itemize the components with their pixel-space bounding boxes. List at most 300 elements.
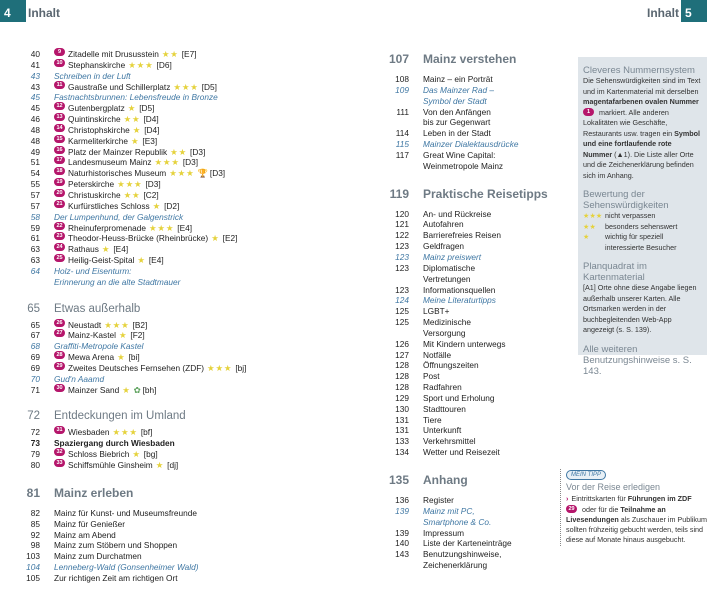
page-number: 140 <box>395 538 409 549</box>
entry-title: Karmeliterkirche <box>68 135 128 146</box>
my-tip-badge: MEIN TIPP <box>566 470 606 480</box>
entry-title: Mit Kindern unterwegs <box>423 338 506 349</box>
text: Eintrittskarten für <box>571 494 628 504</box>
page-number: 135 <box>388 473 409 487</box>
entry-title: Etwas außerhalb <box>54 302 141 315</box>
page-number: 61 <box>30 233 40 244</box>
page-number: 122 <box>395 230 409 241</box>
sight-number-badge: 33 <box>54 459 65 467</box>
toc-entry[interactable] <box>19 519 246 530</box>
page-number: 121 <box>395 219 409 230</box>
page-number <box>380 161 409 172</box>
page-number: 129 <box>395 392 409 403</box>
sight-number-badge: 16 <box>54 146 65 154</box>
rating-label: besonders sehenswert <box>605 221 678 231</box>
page-number: 134 <box>395 447 409 458</box>
toc-entry[interactable] <box>19 352 246 363</box>
toc-entry[interactable] <box>19 136 246 147</box>
star-rating-icon: ★ <box>101 244 111 255</box>
page-number: 125 <box>395 317 409 328</box>
toc-entry[interactable] <box>19 114 246 125</box>
star-rating-icon: ★ <box>132 124 142 135</box>
star-rating-icon: ★★ <box>123 114 141 125</box>
toc-entry[interactable] <box>19 60 246 71</box>
entry-title: Holz- und Eisenturm: <box>54 265 132 276</box>
toc-entry[interactable] <box>19 330 246 341</box>
toc-entry <box>380 295 548 306</box>
info-grid-text: [A1] Orte ohne diese Angabe liegen außerhalb unserer Karten. Alle Ortsmarken werden in der buchbegleitenden Web-App angezeigt (s. S. 139). <box>583 283 697 334</box>
nature-icon: ✿ <box>133 384 141 395</box>
section-heading <box>19 406 246 426</box>
page-number: 119 <box>389 186 409 201</box>
toc-entry[interactable] <box>380 560 548 571</box>
page-number: 54 <box>30 168 40 179</box>
map-grid-ref: [E4] <box>177 222 193 233</box>
entry-title: LGBT+ <box>423 306 450 317</box>
page-number: 46 <box>30 114 40 125</box>
star-rating-icon: ★★★ <box>154 157 180 168</box>
toc-entry[interactable] <box>19 201 246 212</box>
entry-title: Post <box>423 371 440 382</box>
page-number: 114 <box>395 128 409 139</box>
toc-right-column <box>380 48 548 571</box>
star-rating-icon: ★★★ <box>207 362 233 373</box>
map-grid-ref: [D5] <box>139 103 155 114</box>
toc-entry <box>19 374 246 385</box>
toc-entry[interactable] <box>19 255 246 266</box>
page-number <box>380 560 409 571</box>
spacer <box>380 458 548 469</box>
page-number: 115 <box>395 139 409 150</box>
toc-entry[interactable] <box>380 393 548 404</box>
entry-title: Schloss Biebrich <box>68 449 130 460</box>
spacer <box>19 288 246 299</box>
toc-entry[interactable] <box>19 427 246 438</box>
entry-title: Wetter und Reisezeit <box>423 447 500 458</box>
tip-title: Vor der Reise erledigen <box>566 482 661 492</box>
sight-number-badge: 19 <box>54 178 65 186</box>
page-number: 67 <box>30 330 40 341</box>
toc-entry[interactable] <box>19 320 246 331</box>
map-grid-ref: [D5] <box>201 81 217 92</box>
sight-number-badge: 29 <box>566 505 577 513</box>
page-number: 45 <box>30 103 40 114</box>
entry-title: Mainz für Genießer <box>54 518 126 529</box>
toc-entry[interactable] <box>19 244 246 255</box>
entry-title: Heilig-Geist-Spital <box>68 255 135 266</box>
toc-entry[interactable] <box>380 447 548 458</box>
entry-title: Leben in der Stadt <box>423 128 491 139</box>
page-number: 57 <box>30 189 40 200</box>
toc-entry[interactable] <box>380 107 548 118</box>
sight-number-badge: 28 <box>54 351 65 359</box>
text: oder für die <box>580 504 621 514</box>
toc-left-column <box>19 49 246 584</box>
entry-title: Vertretungen <box>423 273 471 284</box>
map-grid-ref: [D3] <box>182 157 199 168</box>
sight-number-badge: 10 <box>54 59 65 67</box>
entry-title: Zur richtigen Zeit am richtigen Ort <box>54 572 178 583</box>
sight-number-badge: 13 <box>54 113 65 121</box>
sight-number-badge: 25 <box>54 254 65 262</box>
star-rating-icon: ★★★ <box>169 168 195 179</box>
kids-icon: 🏆 <box>197 168 208 179</box>
page-number <box>380 117 409 128</box>
toc-entry[interactable] <box>380 538 548 549</box>
toc-entry[interactable] <box>380 404 548 415</box>
toc-entry[interactable] <box>380 495 548 506</box>
entry-title: Zeichenerklärung <box>423 560 488 571</box>
page-number: 58 <box>30 211 40 222</box>
toc-entry[interactable] <box>19 147 246 158</box>
page-number: 111 <box>396 106 409 117</box>
toc-entry[interactable] <box>380 74 548 85</box>
info-title-grid: Planquadrat im Kartenmaterial <box>583 261 647 283</box>
page-number: 133 <box>395 436 409 447</box>
page-number <box>380 274 409 285</box>
page-number: 57 <box>30 200 40 211</box>
toc-entry[interactable] <box>380 117 548 128</box>
toc-entry[interactable] <box>380 328 548 339</box>
entry-title: Informationsquellen <box>423 284 496 295</box>
entry-title: Platz der Mainzer Republik <box>68 146 168 157</box>
toc-entry <box>19 341 246 352</box>
toc-entry[interactable] <box>19 49 246 60</box>
entry-title: Quintinskirche <box>68 114 121 125</box>
toc-entry[interactable] <box>380 317 548 328</box>
page-number: 123 <box>395 262 409 273</box>
toc-entry[interactable] <box>380 274 548 285</box>
entry-title: Mainz zum Durchatmen <box>54 551 142 562</box>
star-rating-icon: ★ <box>152 200 162 211</box>
toc-entry[interactable] <box>380 415 548 426</box>
rating-legend <box>583 211 702 253</box>
sight-number-badge: 26 <box>54 319 65 327</box>
toc-entry[interactable] <box>380 360 548 371</box>
toc-entry[interactable] <box>19 168 246 179</box>
entry-title: Unterkunft <box>423 425 462 436</box>
entry-title: Christuskirche <box>68 189 121 200</box>
entry-title: bis zur Gegenwart <box>423 117 491 128</box>
entry-title: Benutzungshinweise, <box>423 549 502 560</box>
entry-title: Naturhistorisches Museum <box>68 168 167 179</box>
toc-entry <box>19 212 246 223</box>
toc-entry[interactable] <box>19 530 246 541</box>
entry-title: Wiesbaden <box>68 427 110 438</box>
page-number: 108 <box>395 74 409 84</box>
star-rating-icon: ★★ <box>161 49 179 59</box>
text: (▲1). Die Liste aller Orte und die Zeichenerklärung befinden sich im Anhang. <box>583 149 694 180</box>
page-number: 128 <box>395 382 409 393</box>
entry-title: Mainz zum Stöbern und Shoppen <box>54 540 178 551</box>
page-number <box>19 277 40 288</box>
entry-title: Zitadelle mit Drususstein <box>68 49 159 59</box>
page-number: 120 <box>395 208 409 219</box>
sight-number-badge: 11 <box>54 81 65 89</box>
entry-title: Anhang <box>423 473 468 487</box>
toc-entry[interactable] <box>19 157 246 168</box>
entry-title: Diplomatische <box>423 262 476 273</box>
entry-title: Rathaus <box>68 244 99 255</box>
entry-title: Smartphone & Co. <box>423 516 492 527</box>
toc-entry[interactable] <box>19 190 246 201</box>
text-bold: magentafarbenen ovalen Nummer <box>583 97 699 106</box>
map-grid-ref: [C2] <box>143 189 159 200</box>
toc-entry[interactable] <box>380 263 548 274</box>
entry-title: Entdeckungen im Umland <box>54 410 186 423</box>
running-header-left: Inhalt <box>28 6 60 20</box>
star-rating-icon: ★ <box>118 330 128 341</box>
page-number: 79 <box>30 449 40 460</box>
entry-title: Mainz-Kastel <box>68 330 116 341</box>
entry-title: Notfälle <box>423 349 452 360</box>
entry-title: Gutenbergplatz <box>68 103 125 114</box>
entry-title: Graffiti-Metropole Kastel <box>54 341 144 352</box>
entry-title: Mainz am Abend <box>54 529 116 540</box>
page-number <box>380 96 409 107</box>
page-number: 128 <box>395 360 409 371</box>
star-rating-icon: ★★★ <box>117 179 143 190</box>
entry-title: Kurfürstliches Schloss <box>68 200 150 211</box>
info-title-rating: Bewertung der Sehenswürdigkeiten <box>583 189 669 211</box>
page-number: 143 <box>395 549 409 560</box>
toc-entry[interactable] <box>19 125 246 136</box>
sight-number-badge: 15 <box>54 135 65 143</box>
page-number: 41 <box>30 59 40 70</box>
entry-title: An- und Rückreise <box>423 208 492 219</box>
entry-title: Zweites Deutsches Fernsehen (ZDF) <box>68 362 205 373</box>
toc-entry <box>19 266 246 277</box>
entry-title: Geldfragen <box>423 241 465 252</box>
map-grid-ref: [B2] <box>132 319 148 330</box>
entry-title: Tiere <box>423 414 442 425</box>
page-number: 131 <box>395 414 409 425</box>
toc-entry[interactable] <box>19 363 246 374</box>
page-number: 123 <box>395 241 409 252</box>
map-grid-ref: [bf] <box>140 427 153 438</box>
map-grid-ref: [D3] <box>190 146 206 157</box>
map-grid-ref: [bi] <box>128 352 140 363</box>
chevron-right-icon: › <box>566 494 569 504</box>
entry-title: Medizinische <box>423 317 471 328</box>
toc-entry[interactable] <box>19 460 246 471</box>
star-rating-icon: ★ <box>132 449 141 460</box>
text: als Zuschauer im Publikum sollten frühzeitig gebucht werden, teils sind diese auf Monate hinaus ausgebucht. <box>566 514 707 545</box>
toc-entry[interactable] <box>19 540 246 551</box>
entry-title: Versorgung <box>423 327 466 338</box>
page-number: 48 <box>30 124 40 135</box>
entry-title: Praktische Reisetipps <box>423 186 548 201</box>
entry-title: Verkehrsmittel <box>423 436 476 447</box>
spacer <box>19 471 246 482</box>
toc-entry[interactable] <box>380 209 548 220</box>
page-number: 63 <box>30 244 40 255</box>
page-number: 117 <box>395 149 409 160</box>
entry-title: Impressum <box>423 527 465 538</box>
page-number: 68 <box>30 341 40 352</box>
page-number: 51 <box>30 157 40 168</box>
toc-entry[interactable] <box>19 82 246 93</box>
toc-entry[interactable] <box>380 219 548 230</box>
sight-number-badge: 20 <box>54 189 65 197</box>
entry-title: Stadttouren <box>423 403 466 414</box>
entry-title: Das Mainzer Rad – <box>423 84 495 95</box>
page-number: 63 <box>30 255 40 266</box>
page-number: 65 <box>30 319 40 330</box>
toc-entry <box>19 277 246 288</box>
map-grid-ref: [D2] <box>164 200 180 211</box>
star-icon: ★★★ <box>583 211 603 220</box>
sight-number-badge: 27 <box>54 329 65 337</box>
map-grid-ref: [bg] <box>143 449 158 460</box>
page-number: 125 <box>395 306 409 317</box>
page-number: 43 <box>30 70 40 81</box>
toc-entry[interactable] <box>19 508 246 519</box>
page-number: 81 <box>26 485 40 500</box>
entry-title: Mainzer Dialektausdrücke <box>423 139 519 150</box>
info-title-numbering: Cleveres Nummernsystem <box>583 65 695 76</box>
toc-entry[interactable] <box>19 385 246 396</box>
toc-entry[interactable] <box>380 528 548 539</box>
toc-entry[interactable] <box>380 382 548 393</box>
page-number: 82 <box>30 507 40 518</box>
entry-title: Schiffsmühle Ginsheim <box>68 460 153 470</box>
toc-entry[interactable] <box>380 549 548 560</box>
map-grid-ref: [E4] <box>113 244 129 255</box>
spacer <box>380 172 548 183</box>
toc-entry <box>19 71 246 82</box>
page-number: 130 <box>395 403 409 414</box>
entry-title: Mainz preiswert <box>423 251 482 262</box>
page-number: 55 <box>30 179 40 190</box>
toc-entry <box>380 139 548 150</box>
entry-title: Erinnerung an die alte Stadtmauer <box>54 276 181 287</box>
page-number: 49 <box>30 146 40 157</box>
toc-entry[interactable] <box>19 179 246 190</box>
entry-title: Symbol der Stadt <box>423 95 487 106</box>
text-bold: Symbol und eine fortlaufende rote Nummer <box>583 128 701 159</box>
page-number: 73 <box>30 438 40 449</box>
star-rating-icon: ★★★ <box>104 319 130 330</box>
toc-entry[interactable] <box>380 285 548 296</box>
toc-entry[interactable] <box>380 306 548 317</box>
toc-entry <box>380 517 548 528</box>
toc-entry[interactable] <box>19 223 246 234</box>
toc-entry[interactable] <box>380 230 548 241</box>
map-grid-ref: [D3] <box>209 168 226 179</box>
entry-title: Mainz mit PC, <box>423 505 475 516</box>
entry-title: Öffnungszeiten <box>423 360 479 371</box>
entry-title: Autofahren <box>423 219 464 230</box>
page-number: 70 <box>30 373 40 384</box>
toc-entry <box>380 252 548 263</box>
toc-entry[interactable] <box>19 233 246 244</box>
toc-entry[interactable] <box>380 371 548 382</box>
sight-number-badge: 30 <box>54 384 65 392</box>
map-grid-ref: [E7] <box>181 49 197 59</box>
page-number: 123 <box>395 251 409 262</box>
page-number: 123 <box>395 284 409 295</box>
star-rating-icon: ★★★ <box>173 81 199 92</box>
toc-entry[interactable] <box>19 449 246 460</box>
star-rating-icon: ★★★ <box>128 59 154 70</box>
sight-number-badge: 23 <box>54 232 65 240</box>
entry-title: Fastnachtsbrunnen: Lebensfreude in Bronze <box>54 92 218 103</box>
section-heading <box>380 48 548 70</box>
entry-title: Von den Anfängen <box>423 106 491 117</box>
toc-entry[interactable] <box>380 436 548 447</box>
info-more-hints: Alle weiteren Benutzungshinweise s. S. 143. <box>583 343 692 377</box>
map-grid-ref: [D4] <box>143 114 159 125</box>
entry-title: Gud'n Aaamd <box>54 373 105 384</box>
page-number: 136 <box>395 495 409 505</box>
star-rating-icon: ★ <box>127 103 137 114</box>
page-number: 104 <box>26 562 40 573</box>
sight-number-badge: 32 <box>54 448 65 456</box>
entry-title: Neustadt <box>68 319 102 330</box>
toc-entry[interactable] <box>19 573 246 584</box>
toc-entry[interactable] <box>19 438 246 449</box>
text-bold: Führungen im ZDF <box>627 494 692 504</box>
my-tip-box <box>560 469 707 546</box>
star-rating-icon: ★ <box>122 384 131 395</box>
map-grid-ref: [D3] <box>145 179 161 190</box>
page-number: 139 <box>395 505 409 516</box>
rating-row <box>583 232 702 253</box>
info-box <box>578 57 707 377</box>
page-number: 98 <box>30 540 40 551</box>
toc-entry[interactable] <box>380 241 548 252</box>
entry-title: Mainzer Sand <box>68 384 120 395</box>
star-rating-icon: ★ <box>211 233 220 244</box>
map-grid-ref: [F2] <box>130 330 145 341</box>
entry-title: Barrierefreies Reisen <box>423 230 501 241</box>
toc-entry[interactable] <box>19 551 246 562</box>
page-number: 103 <box>26 551 40 562</box>
sight-number-badge: 12 <box>54 102 65 110</box>
info-numbering-text <box>583 76 702 181</box>
sight-number-badge: 18 <box>54 167 65 175</box>
page-number: 64 <box>30 265 40 276</box>
page-number: 107 <box>388 52 409 66</box>
text: Die Sehenswürdigkeiten sind im Text und im Kartenmaterial mit derselben <box>583 76 701 96</box>
sight-number-badge: 1 <box>583 108 594 116</box>
toc-entry[interactable] <box>380 128 548 139</box>
toc-entry[interactable] <box>380 150 548 161</box>
star-icon: ★★ <box>583 221 596 231</box>
map-grid-ref: [bj] <box>235 362 247 373</box>
section-heading <box>380 183 548 205</box>
entry-title: Peterskirche <box>68 179 115 190</box>
rating-label: wichtig für speziell interessierte Besucher <box>605 232 677 252</box>
rating-row <box>583 211 702 222</box>
toc-entry[interactable] <box>380 161 548 172</box>
toc-entry[interactable] <box>19 103 246 114</box>
toc-entry[interactable] <box>380 425 548 436</box>
text-bold: Teilnahme an Livesendungen <box>566 504 666 524</box>
entry-title: Mainz erleben <box>54 485 134 500</box>
star-rating-icon: ★★★ <box>148 222 175 233</box>
entry-title: Landesmuseum Mainz <box>68 157 152 168</box>
tip-text <box>566 494 707 545</box>
section-heading <box>19 482 246 504</box>
entry-title: Schreiben in der Luft <box>54 70 131 81</box>
page-number: 127 <box>395 349 409 360</box>
page-number: 72 <box>27 410 40 423</box>
entry-title: Radfahren <box>423 382 462 393</box>
toc-entry[interactable] <box>380 350 548 361</box>
toc-entry[interactable] <box>380 339 548 350</box>
